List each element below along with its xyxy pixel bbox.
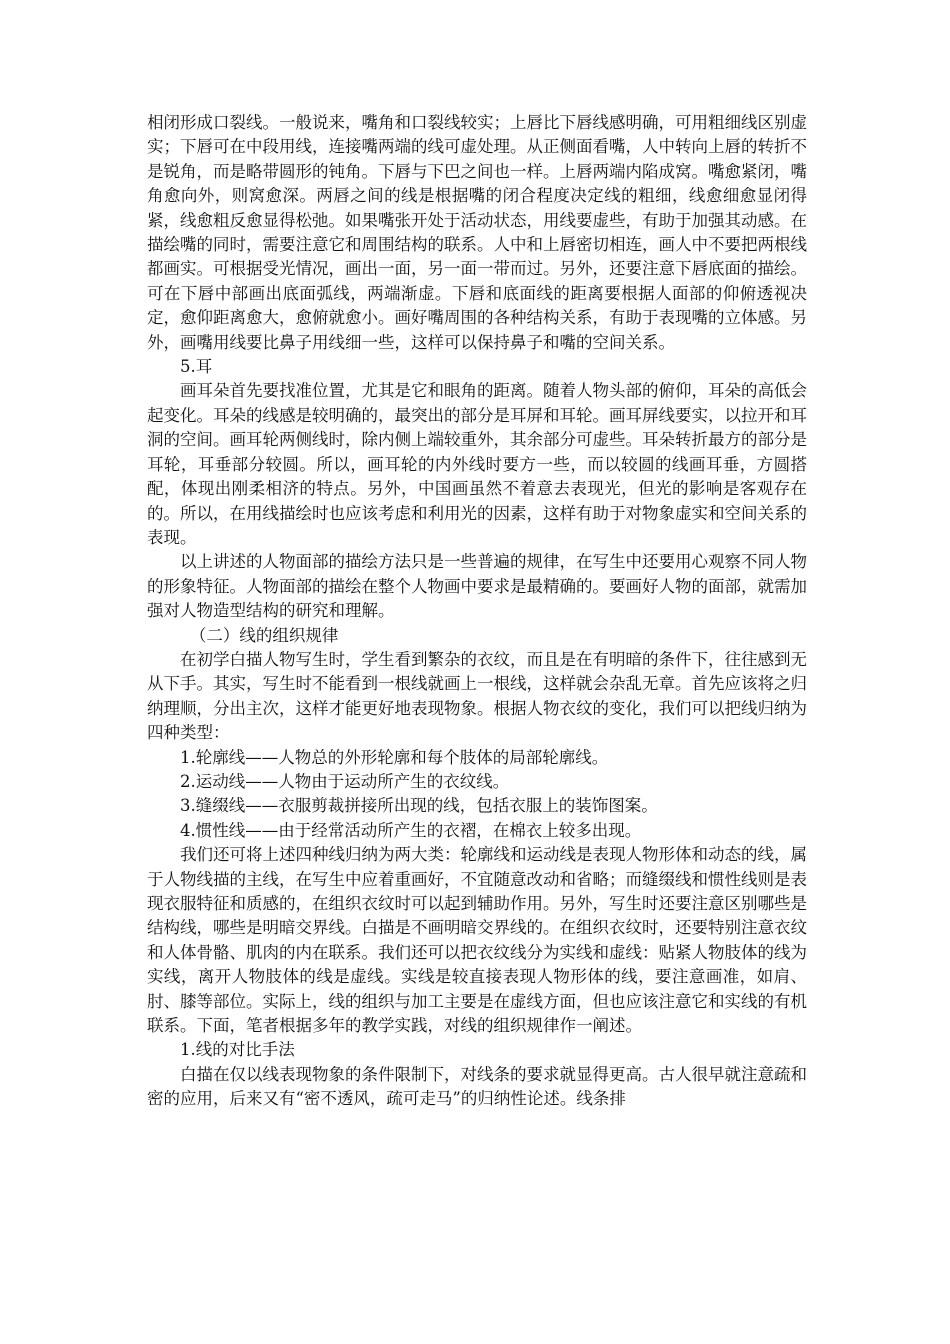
list-item-seam-line: 3.缝缀线——衣服剪裁拼接所出现的线，包括衣服上的装饰图案。 [180, 796, 658, 816]
paragraph-face-summary: 以上讲述的人物面部的描绘方法只是一些普遍的规律，在写生中还要用心观察不同人物的形象特征。人物面部的描绘在整个人物画中要求是最精确的。要画好人物的面部，就需加强对人物造型结构的研究和理解。 [147, 552, 807, 621]
heading-contrast-method: 1.线的对比手法 [180, 1040, 295, 1060]
paragraph-line-categories: 我们还可将上述四种线归纳为两大类：轮廓线和运动线是表现人物形体和动态的线，属于人物线描的主线，在写生中应着重画好，不宜随意改动和省略；而缝缀线和惯性线则是表现衣服特征和质感的，在组织衣纹时可以起到辅助作用。另外，写生时还要注意区别哪些是结构线，哪些是明暗交界线。白描是不画明暗交界线的。在组织衣纹时，还要特别注意衣纹和人体骨骼、肌肉的内在联系。我们还可以把衣纹线分为实线和虚线：贴紧人物肢体的线为实线，离开人物肢体的线是虚线。实线是较直接表现人物形体的线，要注意画准，如肩、肘、膝等部位。实际上，线的组织与加工主要是在虚线方面，但也应该注意它和实线的有机联系。下面，笔者根据多年的教学实践，对线的组织规律作一阐述。 [147, 845, 807, 1036]
paragraph-contrast: 白描在仅以线表现物象的条件限制下，对线条的要求就显得更高。古人很早就注意疏和密的应用，后来又有“密不透风，疏可走马”的归纳性论述。线条排 [147, 1064, 807, 1109]
heading-line-organization: （二）线的组织规律 [189, 625, 339, 645]
heading-ear: 5.耳 [180, 357, 213, 377]
paragraph-line-intro: 在初学白描人物写生时，学生看到繁杂的衣纹，而且是在有明暗的条件下，往往感到无从下手。其实，写生时不能看到一根线就画上一根线，这样就会杂乱无章。首先应该将之归纳理顺，分出主次，这样才能更好地表现物象。根据人物衣纹的变化，我们可以把线归纳为四种类型： [147, 649, 807, 743]
paragraph-mouth-continued: 相闭形成口裂线。一般说来，嘴角和口裂线较实；上唇比下唇线感明确，可用粗细线区别虚实；下唇可在中段用线，连接嘴两端的线可虚处理。从正侧面看嘴，人中转向上唇的转折不是锐角，而是略带圆形的钝角。下唇与下巴之间也一样。上唇两端内陷成窝。嘴愈紧闭，嘴角愈向外，则窝愈深。两唇之间的线是根据嘴的闭合程度决定线的粗细，线愈细愈显闭得紧，线愈粗反愈显得松弛。如果嘴张开处于活动状态，用线要虚些，有助于加强其动感。在描绘嘴的同时，需要注意它和周围结构的联系。人中和上唇密切相连，画人中不要把两根线都画实。可根据受光情况，画出一面，另一面一带而过。另外，还要注意下唇底面的描绘。可在下唇中部画出底面弧线，两端渐虚。下唇和底面线的距离要根据人面部的仰俯透视决定，愈仰距离愈大，愈俯就愈小。画好嘴周围的各种结构关系，有助于表现嘴的立体感。另外，画嘴用线要比鼻子用线细一些，这样可以保持鼻子和嘴的空间关系。 [147, 113, 807, 352]
list-item-contour-line: 1.轮廓线——人物总的外形轮廓和每个肢体的局部轮廓线。 [180, 747, 609, 767]
list-item-motion-line: 2.运动线——人物由于运动所产生的衣纹线。 [180, 771, 510, 791]
document-page [147, 111, 807, 1112]
paragraph-ear: 画耳朵首先要找准位置，尤其是它和眼角的距离。随着人物头部的俯仰，耳朵的高低会起变化。耳朵的线感是较明确的，最突出的部分是耳屏和耳轮。画耳屏线要实，以拉开和耳洞的空间。画耳轮两侧线时，除内侧上端较重外，其余部分可虚些。耳朵转折最方的部分是耳轮，耳垂部分较圆。所以，画耳轮的内外线时要方一些，而以较圆的线画耳垂，方圆搭配，体现出刚柔相济的特点。另外，中国画虽然不着意去表现光，但光的影响是客观存在的。所以，在用线描绘时也应该考虑和利用光的因素，这样有助于对物象虚实和空间关系的表现。 [147, 381, 807, 547]
list-item-habit-line: 4.惯性线——由于经常活动所产生的衣褶，在棉衣上较多出现。 [180, 820, 642, 840]
